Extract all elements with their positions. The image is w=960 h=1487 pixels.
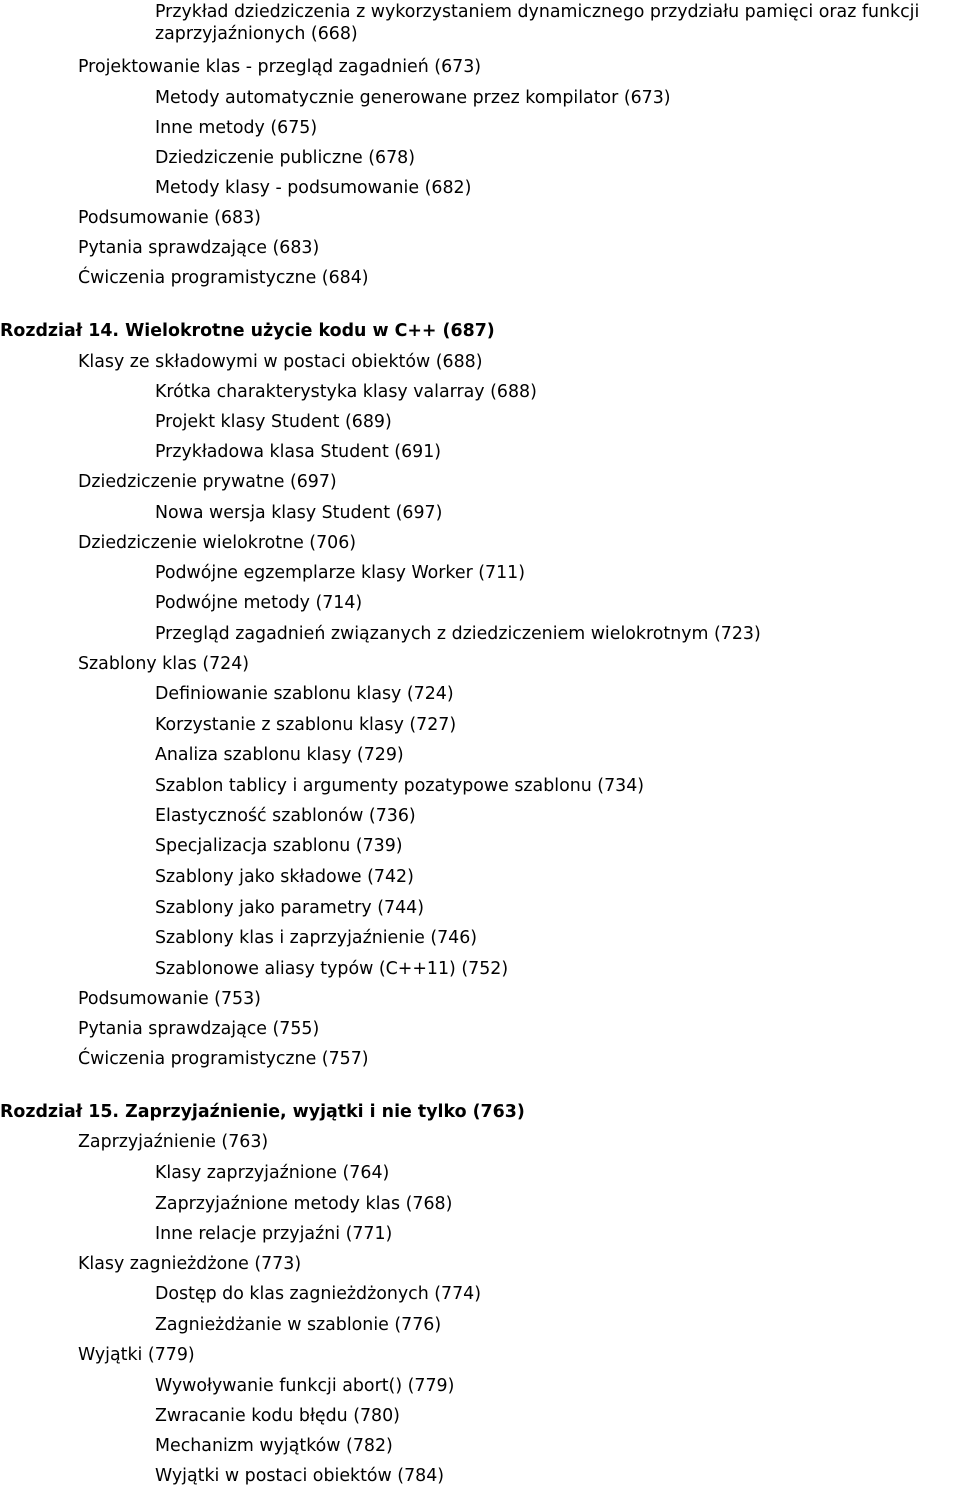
subsection-entry: Przykładowa klasa Student (691) — [155, 442, 442, 462]
subsection-entry: Klasy zaprzyjaźnione (764) — [155, 1163, 390, 1183]
subsection-entry: Krótka charakterystyka klasy valarray (688) — [155, 382, 537, 402]
section-entry: Pytania sprawdzające (755) — [78, 1019, 320, 1039]
subsection-entry: Szablony jako składowe (742) — [155, 867, 414, 887]
subsection-entry: Wywoływanie funkcji abort() (779) — [155, 1376, 455, 1396]
subsection-entry: Metody klasy - podsumowanie (682) — [155, 178, 472, 198]
subsection-entry: zaprzyjaźnionych (668) — [155, 24, 358, 44]
subsection-entry: Zwracanie kodu błędu (780) — [155, 1406, 400, 1426]
chapter-heading: Rozdział 14. Wielokrotne użycie kodu w C++ (687) — [0, 321, 495, 341]
section-entry: Zaprzyjaźnienie (763) — [78, 1132, 269, 1152]
section-entry: Podsumowanie (753) — [78, 989, 261, 1009]
subsection-entry: Inne metody (675) — [155, 118, 318, 138]
subsection-entry: Szablon tablicy i argumenty pozatypowe szablonu (734) — [155, 776, 645, 796]
subsection-entry: Zagnieżdżanie w szablonie (776) — [155, 1315, 442, 1335]
section-entry: Projektowanie klas - przegląd zagadnień (673) — [78, 57, 482, 77]
section-entry: Szablony klas (724) — [78, 654, 250, 674]
subsection-entry: Podwójne egzemplarze klasy Worker (711) — [155, 563, 526, 583]
subsection-entry: Nowa wersja klasy Student (697) — [155, 503, 443, 523]
subsection-entry: Podwójne metody (714) — [155, 593, 363, 613]
subsection-entry: Wyjątki w postaci obiektów (784) — [155, 1466, 445, 1486]
subsection-entry: Szablonowe aliasy typów (C++11) (752) — [155, 959, 509, 979]
subsection-entry: Metody automatycznie generowane przez kompilator (673) — [155, 88, 671, 108]
subsection-entry: Inne relacje przyjaźni (771) — [155, 1224, 393, 1244]
subsection-entry: Dziedziczenie publiczne (678) — [155, 148, 415, 168]
section-entry: Wyjątki (779) — [78, 1345, 195, 1365]
section-entry: Podsumowanie (683) — [78, 208, 261, 228]
subsection-entry: Dostęp do klas zagnieżdżonych (774) — [155, 1284, 482, 1304]
subsection-entry: Korzystanie z szablonu klasy (727) — [155, 715, 457, 735]
subsection-entry: Przegląd zagadnień związanych z dziedziczeniem wielokrotnym (723) — [155, 624, 761, 644]
section-entry: Dziedziczenie wielokrotne (706) — [78, 533, 357, 553]
subsection-entry: Szablony jako parametry (744) — [155, 898, 424, 918]
section-entry: Ćwiczenia programistyczne (684) — [78, 268, 369, 288]
subsection-entry: Definiowanie szablonu klasy (724) — [155, 684, 454, 704]
section-entry: Pytania sprawdzające (683) — [78, 238, 320, 258]
subsection-entry: Przykład dziedziczenia z wykorzystaniem dynamicznego przydziału pamięci oraz funkcji — [155, 2, 920, 22]
section-entry: Dziedziczenie prywatne (697) — [78, 472, 337, 492]
section-entry: Ćwiczenia programistyczne (757) — [78, 1049, 369, 1069]
subsection-entry: Zaprzyjaźnione metody klas (768) — [155, 1194, 453, 1214]
section-entry: Klasy ze składowymi w postaci obiektów (688) — [78, 352, 483, 372]
section-entry: Klasy zagnieżdżone (773) — [78, 1254, 302, 1274]
subsection-entry: Mechanizm wyjątków (782) — [155, 1436, 393, 1456]
chapter-heading: Rozdział 15. Zaprzyjaźnienie, wyjątki i nie tylko (763) — [0, 1102, 525, 1122]
subsection-entry: Projekt klasy Student (689) — [155, 412, 392, 432]
subsection-entry: Szablony klas i zaprzyjaźnienie (746) — [155, 928, 478, 948]
subsection-entry: Specjalizacja szablonu (739) — [155, 836, 403, 856]
subsection-entry: Elastyczność szablonów (736) — [155, 806, 416, 826]
subsection-entry: Analiza szablonu klasy (729) — [155, 745, 404, 765]
